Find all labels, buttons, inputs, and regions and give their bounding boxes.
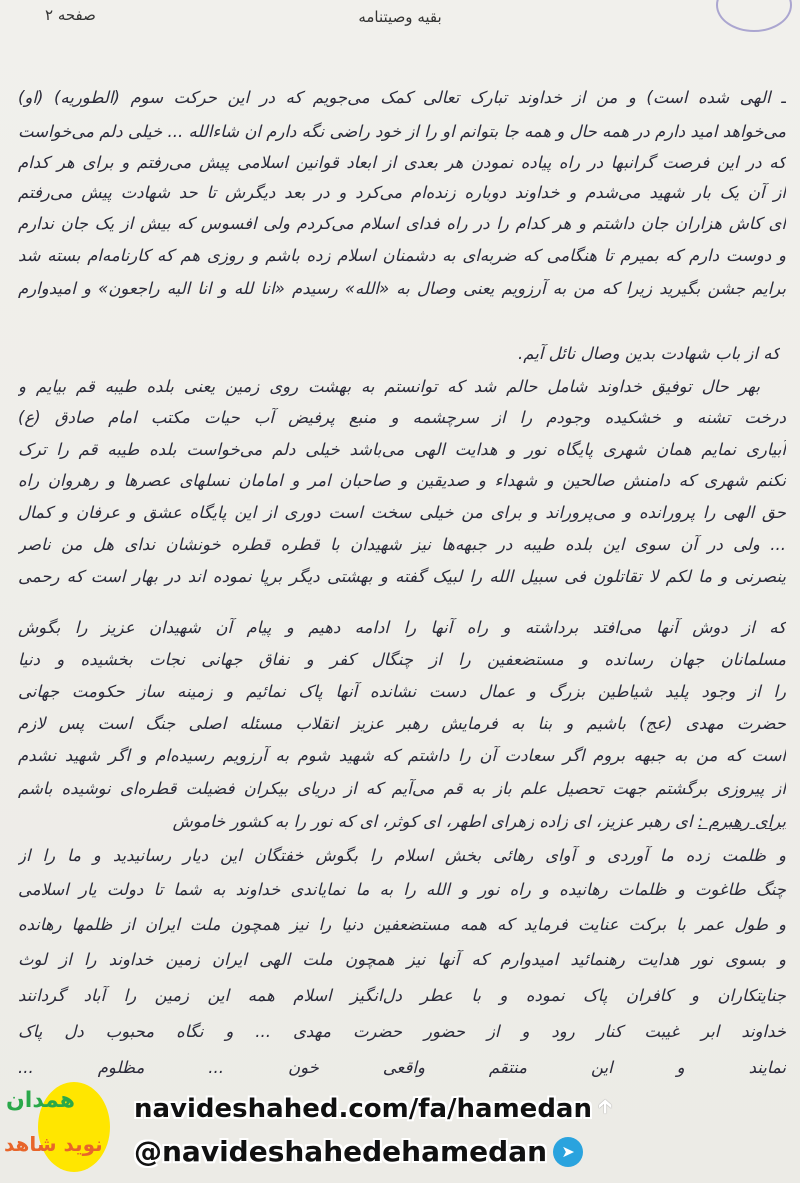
logo-text-bottom: نوید شاهد — [4, 1132, 103, 1156]
handwritten-line: ای کاش هزاران جان داشتم و هر کدام را در راه فدای اسلام می‌کردم ولی افسوس که بیش از یک جان ندارم — [18, 214, 786, 233]
handwritten-line: که در این فرصت گرانبها در راه پیاده نمودن هر بعدی از ابعاد قوانین اسلامی پیش می‌رفتم و برای هر کدام — [18, 153, 786, 172]
handwritten-line: چنگ طاغوت و ظلمات رهانیده و راه نور و الله را به ما نمایاندی خداوند به شما تا دولت یار اسلامی — [18, 880, 786, 899]
handwritten-line: که از باب شهادت بدین وصال نائل آیم. — [518, 344, 780, 363]
handwritten-line: جنایتکاران و کافران پاک نموده و با عطر دل‌انگیز اسلام همه این زمین را آباد گردانند — [18, 986, 786, 1005]
handwritten-line: مسلمانان جهان رسانده و مستضعفین را از چنگال کفر و نفاق جهانی نجات بخشیده و دنیا — [18, 650, 786, 669]
handwritten-line: بهر حال توفیق خداوند شامل حالم شد که توانستم به بهشت روی زمین یعنی بلده طیبه قم بیایم و — [18, 377, 760, 396]
handwritten-line: از پیروزی برگشتم جهت تحصیل علم باز به قم می‌آیم که از دریای بیکران فضیلت قطره‌ای نوشیده باشم — [18, 779, 786, 798]
watermark-url-row — [134, 1092, 612, 1126]
handwritten-line: حضرت مهدی (عج) باشیم و بنا به فرمایش رهبر عزیز انقلاب مسئله اصلی جنگ است پس لازم — [18, 714, 786, 733]
handwritten-line — [18, 812, 786, 831]
handwritten-line: برایم جشن بگیرید زیرا که من به آرزویم یعنی وصال به «الله» رسیدم «انا لله و انا الیه راجعون» و امیدوارم — [18, 279, 786, 298]
handwritten-line: و بسوی نور هدایت رهنمائید امیدوارم که آنها نیز همچون ملت الهی ایران زمین خداوند را از لوث — [18, 950, 786, 969]
telegram-icon: ➤ — [553, 1137, 583, 1167]
page-number: صفحه ۲ — [45, 6, 96, 24]
watermark-handle-row — [134, 1135, 583, 1168]
handwritten-line: خداوند ابر غیبت کنار رود و از حضور حضرت مهدی ... و نگاه محبوب دل پاک — [18, 1022, 786, 1041]
handwritten-line: از آن یک بار شهید می‌شدم و خداوند دوباره زنده‌ام می‌کرد و در بعد دیگرش تا حد شهادت پیش می‌رفتم — [18, 183, 786, 202]
handwritten-line: نمایند و این منتقم واقعی خون ... مظلوم ... — [18, 1058, 786, 1077]
handwritten-line: حق الهی را پرورانده و می‌پروراند و برای من خیلی سخت است دوری از این پایگاه عشق و عرفان و کمال — [18, 503, 786, 522]
handwritten-line: آبیاری نمایم همان شهری پایگاه نور و هدایت الهی می‌باشد خیلی دلم می‌خواست بلده طیبه قم را ترک — [18, 440, 786, 459]
watermark-handle: @navideshahedehamedan — [134, 1135, 548, 1168]
navideshahed-logo — [0, 1070, 120, 1183]
handwritten-line: ینصرنی و ما لکم لا تقاتلون فی سبیل الله را لبیک گفته و بهشتی دیگر برپا نموده اند در بهار است که رحمی — [18, 567, 786, 586]
watermark-url: navideshahed.com/fa/hamedan — [134, 1094, 592, 1124]
cursor-icon: 🡱 — [597, 1094, 613, 1118]
handwritten-line: ... ولی در آن سوی این بلده طیبه در جبهه‌ها نیز شهیدان با قطره قطره خونشان ندای هل من ناصر — [18, 535, 786, 554]
logo-text-top: همدان — [6, 1088, 76, 1113]
document-title: بقیه وصیتنامه — [358, 8, 442, 26]
handwritten-line: که از دوش آنها می‌افتد برداشته و راه آنها را ادامه دهیم و پیام آن شهیدان عزیز را بگوش — [18, 618, 786, 637]
line-text: ای رهبر عزیز، ای زاده زهرای اطهر، ای کوثر، ای که نور را به کشور خاموش — [172, 812, 693, 831]
handwritten-line: و ظلمت زده ما آوردی و آوای رهائی بخش اسلام را بگوش خفتگان این دیار رسانیدید و ما را از — [18, 846, 786, 865]
handwritten-line: و طول عمر با برکت عنایت فرماید که همه مستضعفین دنیا را نیز همچون ملت ایران از ظلمها رهانده — [18, 915, 786, 934]
handwritten-line: را از وجود پلید شیاطین بزرگ و عمال دست نشانده آنها پاک نمائیم و زمینه ساز حکومت جهانی — [18, 682, 786, 701]
handwritten-line: است که من به جبهه بروم اگر سعادت آن را داشتم که شهید شوم به آرزویم رسیده‌ام و اگر شهید نشدم — [18, 746, 786, 765]
handwritten-line: درخت تشنه و خشکیده وجودم را از سرچشمه و منبع پرفیض آب حیات مکتب امام صادق (ع) — [18, 408, 786, 427]
handwritten-line: ـ الهی شده است) و من از خداوند تبارک تعالی کمک می‌جویم که در این حرکت سوم (الطوریه) (او) — [18, 88, 786, 107]
handwritten-line: و دوست دارم که بمیرم تا هنگامی که ضربه‌ای به دشمنان اسلام زده باشم و روزی هم که کارنامه‌ام بسته شد — [18, 246, 786, 265]
leader-heading: برای رهبرم : — [697, 812, 786, 831]
handwritten-line: نکنم شهری که دامنش صالحین و شهداء و صدیقین و صاحبان امر و امامان نسلهای عصرها و رهروان راه — [18, 471, 786, 490]
handwritten-line: می‌خواهد امید دارم در همه حال و همه جا بتوانم او را از خود راضی نگه دارم ان شاءالله ... خیلی دلم می‌خواست — [18, 122, 786, 141]
